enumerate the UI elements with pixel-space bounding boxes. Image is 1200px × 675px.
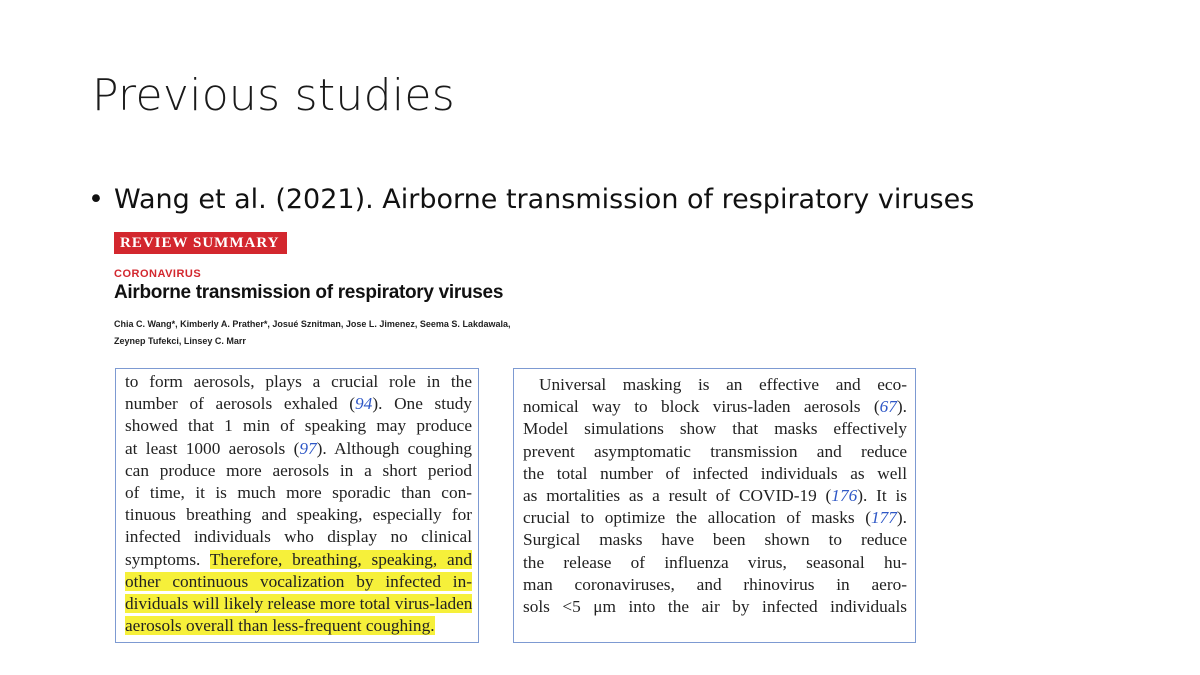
authors-line: Chia C. Wang*, Kimberly A. Prather*, Josué Sznitman, Jose L. Jimenez, Seema S. Lakdawala, bbox=[114, 319, 511, 329]
excerpt-line: Surgical masks have been shown to reduce bbox=[523, 530, 907, 550]
excerpt-right-box bbox=[513, 368, 916, 643]
excerpt-line: showed that 1 min of speaking may produce bbox=[125, 416, 472, 436]
excerpt-line: man coronaviruses, and rhinovirus in aero- bbox=[523, 574, 907, 594]
highlighted-text: dividuals will likely release more total virus-laden bbox=[125, 594, 473, 614]
excerpt-line: sols <5 μm into the air by infected individuals bbox=[523, 597, 907, 617]
excerpt-line: prevent asymptomatic transmission and reduce bbox=[523, 441, 907, 461]
excerpt-line: can produce more aerosols in a short period bbox=[125, 460, 472, 480]
excerpt-line: to form aerosols, plays a crucial role in the bbox=[125, 372, 472, 391]
excerpt-left-box bbox=[115, 368, 479, 643]
excerpt-line: number of aerosols exhaled (94). One study bbox=[125, 394, 472, 414]
excerpt-line: of time, it is much more sporadic than con- bbox=[125, 483, 472, 503]
bullet-text: Wang et al. (2021). Airborne transmission of respiratory viruses bbox=[114, 184, 975, 215]
citation-ref: 177 bbox=[871, 508, 897, 528]
excerpt-line bbox=[125, 615, 472, 637]
highlighted-text: other continuous vocalization by infected in- bbox=[125, 571, 472, 591]
bullet-dot-icon: • bbox=[88, 184, 104, 215]
article-title: Airborne transmission of respiratory viruses bbox=[114, 282, 504, 303]
excerpt-line bbox=[125, 593, 472, 615]
section-kicker: CORONAVIRUS bbox=[114, 268, 202, 280]
paper-header-clipping bbox=[114, 232, 514, 352]
excerpt-line: crucial to optimize the allocation of masks (177). bbox=[523, 508, 907, 528]
bullet-item bbox=[88, 184, 974, 215]
excerpt-line: the total number of infected individuals as well bbox=[523, 463, 907, 483]
excerpt-line: nomical way to block virus-laden aerosols (67). bbox=[523, 397, 907, 417]
review-summary-banner: REVIEW SUMMARY bbox=[114, 232, 287, 254]
highlighted-text: Therefore, breathing, speaking, and bbox=[209, 549, 472, 569]
highlighted-text: aerosols overall than less-frequent coughing. bbox=[125, 616, 435, 636]
citation-ref: 176 bbox=[831, 486, 858, 506]
excerpt-line: as mortalities as a result of COVID-19 (176). It is bbox=[523, 486, 907, 506]
citation-ref: 94 bbox=[355, 394, 373, 414]
excerpt-line: Model simulations show that masks effectively bbox=[523, 419, 907, 439]
excerpt-line: infected individuals who display no clinical bbox=[125, 527, 472, 547]
excerpt-line: tinuous breathing and speaking, especially for bbox=[125, 505, 472, 525]
author-list bbox=[114, 316, 514, 350]
excerpt-line: at least 1000 aerosols (97). Although coughing bbox=[125, 438, 472, 458]
citation-ref: 97 bbox=[299, 438, 317, 458]
excerpt-line: symptoms. Therefore, breathing, speaking, and bbox=[125, 549, 472, 569]
authors-line: Zeynep Tufekci, Linsey C. Marr bbox=[114, 336, 246, 346]
slide-title: Previous studies bbox=[92, 70, 455, 121]
excerpt-line: the release of influenza virus, seasonal hu- bbox=[523, 552, 907, 572]
excerpt-line: Universal masking is an effective and eco- bbox=[539, 375, 907, 394]
excerpt-line bbox=[125, 571, 472, 593]
citation-ref: 67 bbox=[879, 397, 897, 417]
